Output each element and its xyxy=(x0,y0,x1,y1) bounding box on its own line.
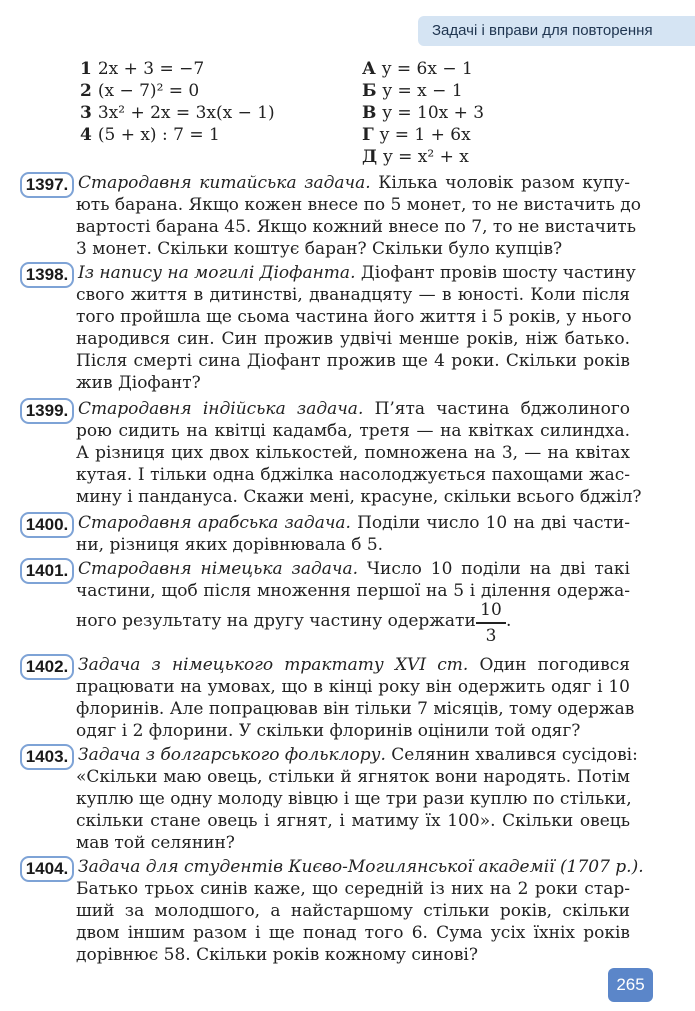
problem-line: двом іншим разом і ще понад того 6. Сума усіх їхніх років xyxy=(76,923,630,943)
problem-line: дорівнює 58. Скільки років кожному синові? xyxy=(76,945,478,965)
match-left-item: 4 (5 + x) : 7 = 1 xyxy=(80,125,220,145)
problem-line: одяг і 2 флорини. У скільки флоринів оцінили той одяг? xyxy=(76,721,581,741)
fraction-numerator: 10 xyxy=(480,600,502,620)
problem-line: вартості барана 45. Якщо кожний внесе по 7, то не вистачить xyxy=(76,217,636,237)
problem-title: Із напису на могилі Діофанта. xyxy=(78,263,356,283)
match-right-item: Г y = 1 + 6x xyxy=(362,125,471,145)
problem-title: Задача з болгарського фольклору. xyxy=(78,745,386,765)
problem-line: Після смерті сина Діофант прожив ще 4 роки. Скільки років xyxy=(76,351,630,371)
problem-line: Стародавня індійська задача. П’ята частина бджолиного xyxy=(78,399,631,419)
problem-line: ший за молодшого, а найстаршому стільки років, скільки xyxy=(76,901,630,921)
problem-line: кутая. І тільки одна бджілка насолоджується пахощами жас- xyxy=(76,465,630,485)
problem-line: рою сидить на квітці кадамба, третя — на квітках силиндха. xyxy=(76,421,630,441)
problem-line: куплю ще одну молоду вівцю і ще три рази куплю по стільки, xyxy=(76,789,632,809)
problem-number: 1404. xyxy=(20,856,74,882)
problem-line: народився син. Син прожив удвічі менше років, ніж батько. xyxy=(76,329,630,349)
problem-line: ють барана. Якщо кожен внесе по 5 монет, то не вистачить до xyxy=(76,195,641,215)
problem-line: Батько трьох синів каже, що середній із них на 2 роки стар- xyxy=(76,879,630,899)
problem-title: Задача з німецького трактату XVI ст. xyxy=(78,655,469,675)
match-right-item: Д y = x² + x xyxy=(362,147,469,167)
problem-line: Стародавня китайська задача. Кілька чоловік разом купу- xyxy=(78,173,630,193)
problem-line: жив Діофант? xyxy=(76,373,201,393)
fraction-bar xyxy=(476,622,506,624)
problem-title: Стародавня індійська задача. xyxy=(78,399,364,419)
page-number: 265 xyxy=(608,968,653,1002)
section-header xyxy=(418,16,695,46)
problem-line: ного результату на другу частину одержати xyxy=(76,611,476,631)
problem-line xyxy=(78,856,644,878)
problem-line: «Скільки маю овець, стільки й ягняток вони народять. Потім xyxy=(76,767,630,787)
problem-line: мину і пандануса. Скажи мені, красуне, скільки всього бджіл? xyxy=(76,487,642,507)
sentence-period: . xyxy=(506,611,512,631)
problem-line: скільки стане овець і ягнят, і матиму їх 100». Скільки овець xyxy=(76,811,630,831)
problem-title: Стародавня німецька задача. xyxy=(78,559,358,579)
problem-number: 1399. xyxy=(20,398,74,424)
problem-number: 1398. xyxy=(20,262,74,288)
problem-line: Стародавня арабська задача. Поділи число 10 на дві части- xyxy=(78,513,631,533)
problem-title: Задача для студентів Києво-Могилянської академії (1707 р.). xyxy=(78,857,644,877)
problem-line: Стародавня німецька задача. Число 10 поділи на дві такі xyxy=(78,559,630,579)
problem-line: флоринів. Але попрацював він тільки 7 місяців, тому одержав xyxy=(76,699,635,719)
section-title: Задачі і вправи для повторення xyxy=(432,22,653,39)
match-right-item: Б y = x − 1 xyxy=(362,81,463,101)
problem-line: Задача з німецького трактату XVI ст. Один погодився xyxy=(78,655,630,675)
problem-title: Стародавня китайська задача. xyxy=(78,173,371,193)
problem-number: 1403. xyxy=(20,744,74,770)
problem-number: 1402. xyxy=(20,654,74,680)
problem-line: свого життя в дитинстві, дванадцяту — в юності. Коли після xyxy=(76,285,630,305)
problem-line: мав той селянин? xyxy=(76,833,235,853)
fraction-denominator: 3 xyxy=(485,625,497,646)
problem-line: працювати на умовах, що в кінці року він одержить одяг і 10 xyxy=(76,677,630,697)
problem-title: Стародавня арабська задача. xyxy=(78,513,351,533)
problem-line: 3 монет. Скільки коштує баран? Скільки було купців? xyxy=(76,239,563,259)
problem-line: А різниця цих двох кількостей, помножена на 3, — на квітах xyxy=(76,443,630,463)
match-left-item: 3 3x² + 2x = 3x(x − 1) xyxy=(80,103,275,123)
problem-number: 1400. xyxy=(20,512,74,538)
problem-number: 1397. xyxy=(20,172,74,198)
problem-line: того пройшла ще сьома частина його життя і 5 років, у нього xyxy=(76,307,632,327)
problem-line: Із напису на могилі Діофанта. Діофант провів шосту частину xyxy=(78,263,636,283)
match-left-item: 1 2x + 3 = −7 xyxy=(80,59,205,79)
match-left-item: 2 (x − 7)² = 0 xyxy=(80,81,200,101)
problem-line: Задача з болгарського фольклору. Селянин хвалився сусідові: xyxy=(78,745,638,765)
match-right-item: А y = 6x − 1 xyxy=(362,59,473,79)
problem-line: частини, щоб після множення першої на 5 і ділення одержа- xyxy=(76,581,630,601)
problem-number: 1401. xyxy=(20,558,74,584)
problem-line: ни, різниця яких дорівнювала б 5. xyxy=(76,535,384,555)
match-right-item: В y = 10x + 3 xyxy=(362,103,485,123)
fraction xyxy=(474,600,508,646)
